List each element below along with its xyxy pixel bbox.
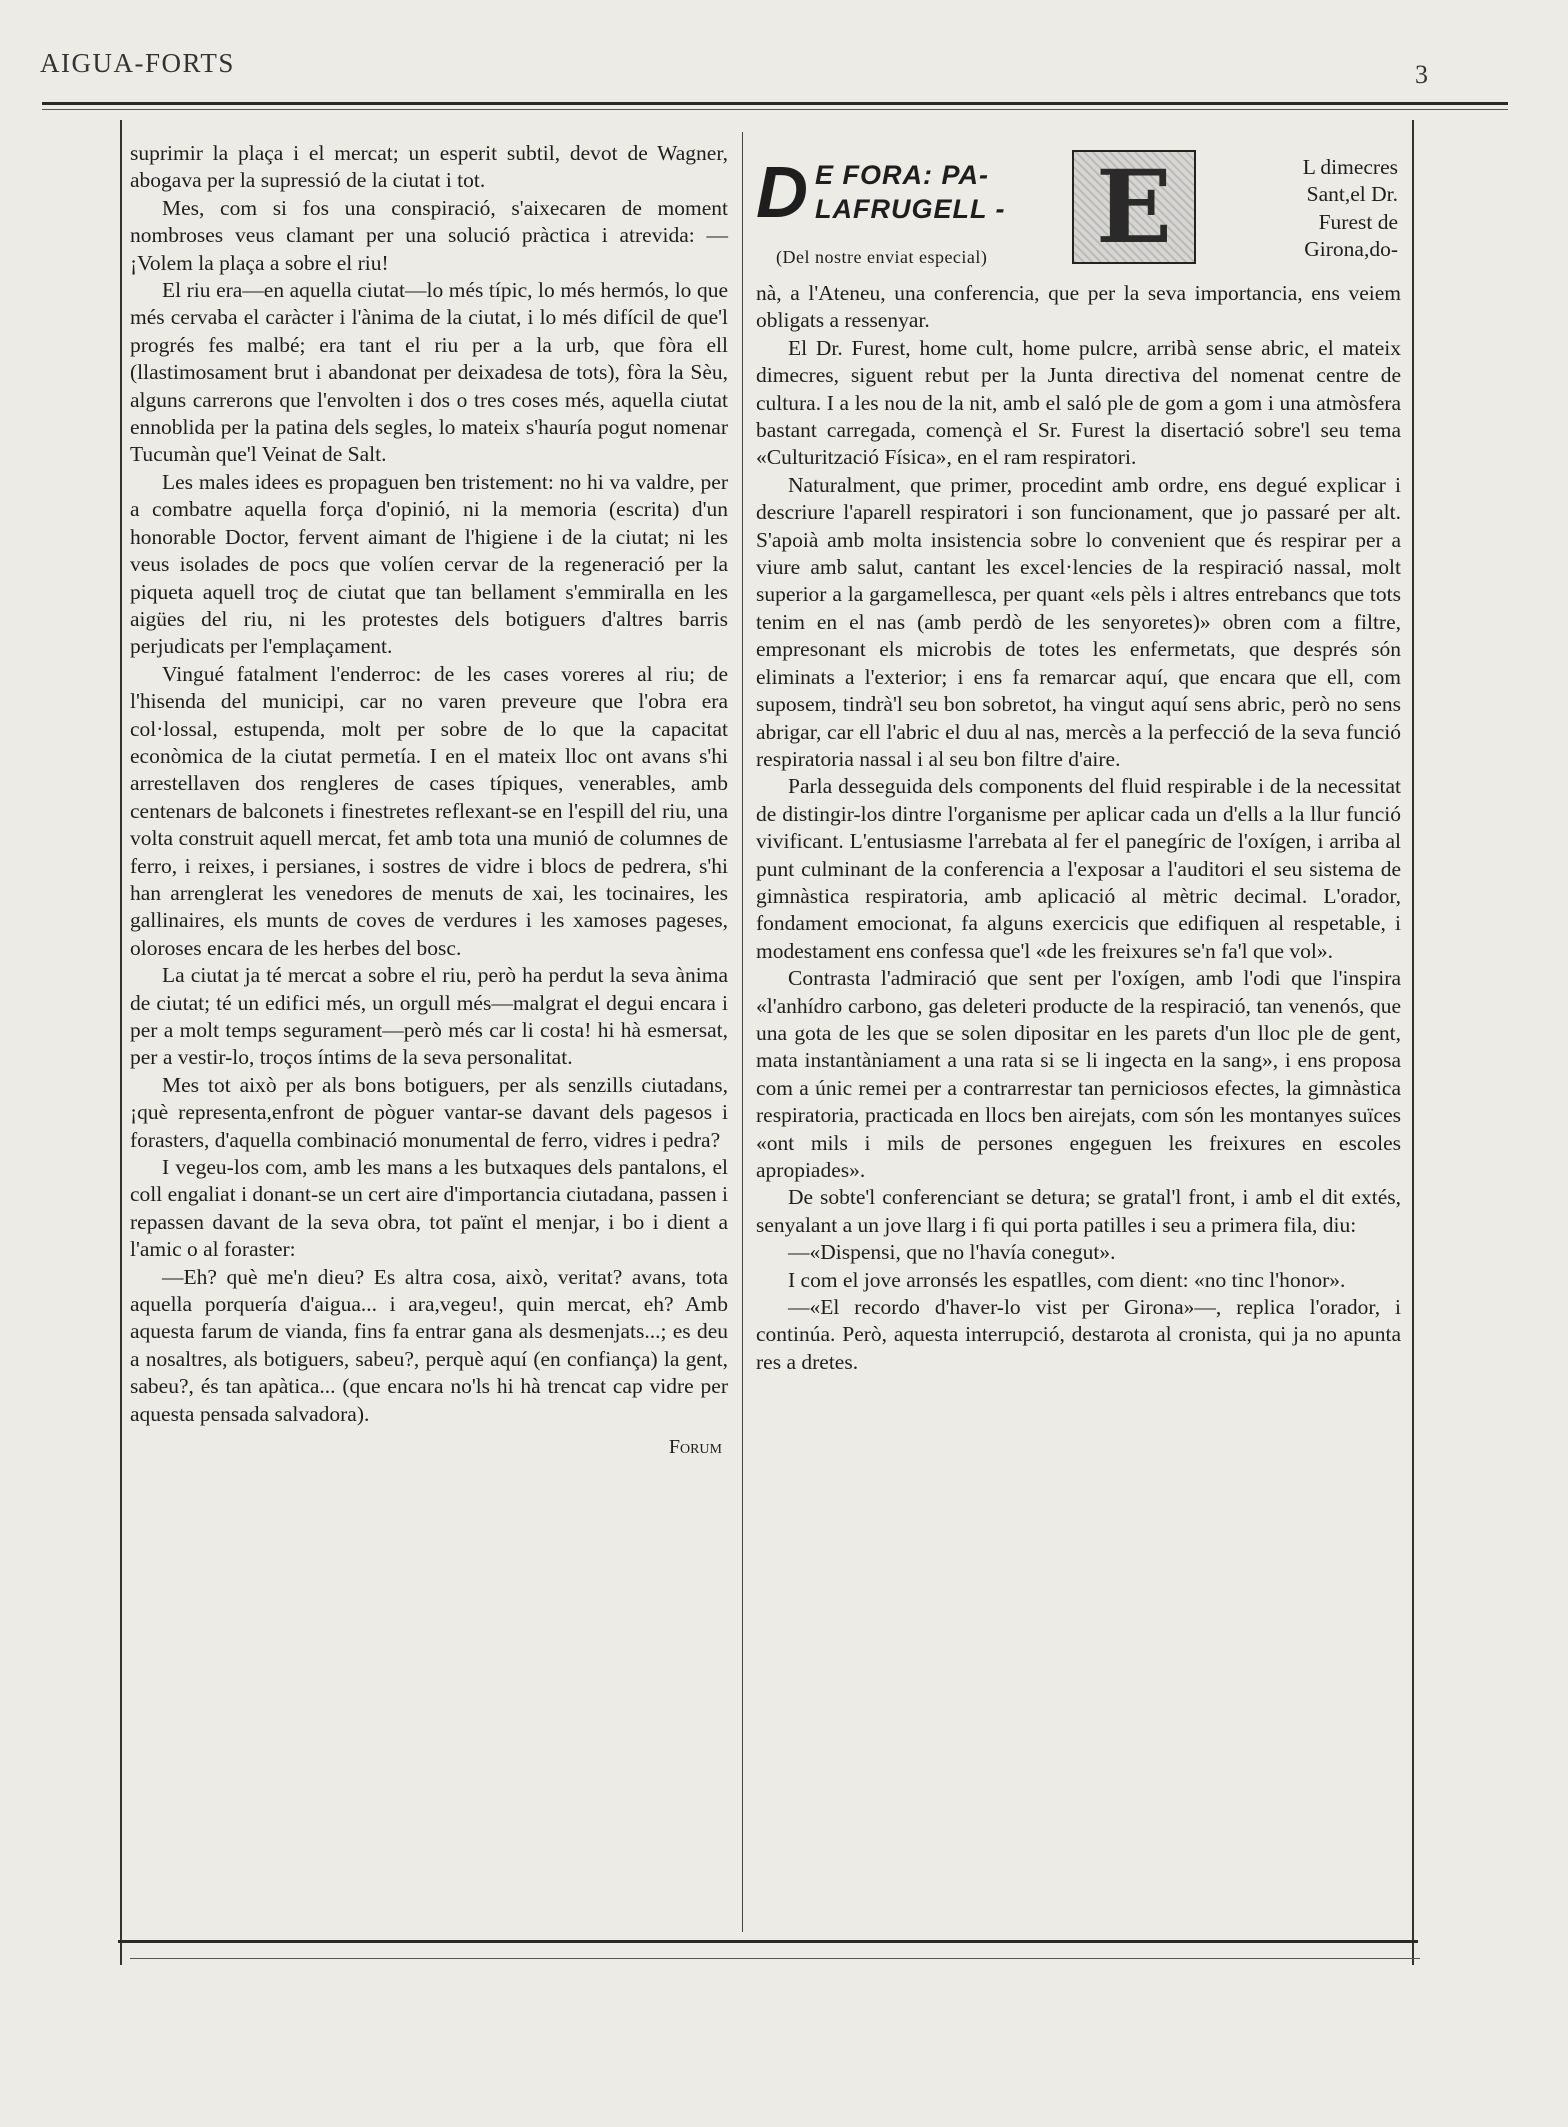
paragraph: El Dr. Furest, home cult, home pulcre, arribà sense abric, el mateix dimecres, siguent rebut per la Junta directiva del nomenat centre de cultura. I a les nou de la nit, amb el saló ple de gom a gom i una atmòsfera bastant carregada, començà el Sr. Furest la disertació sobre'l seu tema «Culturització Física», en el ram respiratori. [756, 335, 1401, 470]
paragraph: suprimir la plaça i el mercat; un esperit subtil, devot de Wagner, abogava per la supressió de la ciutat i tot. [130, 141, 728, 193]
paragraph: nà, a l'Ateneu, una conferencia, que per la seva importancia, ens veiem obligats a ressenyar. [756, 281, 1401, 333]
paragraph: De sobte'l conferenciant se detura; se gratal'l front, i amb el dit extés, senyalant a un jove llarg i fi qui porta patilles i seu a primera fila, diu: [756, 1185, 1401, 1237]
bottom-rule-thin [130, 1958, 1420, 1959]
paragraph: Vingué fatalment l'enderroc: de les cases voreres al riu; de l'hisenda del municipi, car no varen preveure que l'obra era col·lossal, estupenda, molt per sobre de lo que la capacitat econòmica de la ciutat permetía. I en el mateix lloc ont avans s'hi arrestellaven dos rengleres de cases típiques, venerables, amb centenars de balconets i finestretes reflexant-se en l'espill del riu, una volta construit aquell mercat, fet amb tota una munió de columnes de ferro, i reixes, i persianes, i sostres de vidre i blocs de pedrera, s'hi han arrenglerat les venedores de menuts de xai, les tocinaires, les gallinaires, els munts de coves de verdures i les xamoses pageses, oloroses encara de les herbes del bosc. [130, 661, 728, 960]
paragraph: Naturalment, que primer, procedint amb ordre, ens degué explicar i descriure l'aparell respiratori i son funcionament, que jo passaré per alt. S'apoià amb molta insistencia sobre lo convenient que és respirar per a viure amb salut, cantant les excel·lencies de la respiració nassal, molt superior a la gargamellesca, per quant «els pèls i altres entrebancs que tots tenim en el nas (amb perdò de les senyoretes)» obren com a filtre, empresonant els microbis de totes les enfermetats, que després són eliminats a l'exterior; i ens fa remarcar aquí, que encara que ell, com suposem, tindrà'l seu bon sobretot, ha vingut aquí sens abric, però no sens abrigar, car ell l'abric el duu al nas, mercès a la perfecció de la seva funció respiratoria nassal i al seu bon filtre d'aire. [756, 472, 1401, 771]
headline [756, 153, 1056, 233]
left-column [130, 140, 728, 1462]
paragraph: I com el jove arronsés les espatlles, com dient: «no tinc l'honor». [788, 1267, 1346, 1292]
bottom-rule [118, 1940, 1418, 1943]
headline-line: E FORA: PA- [815, 160, 989, 190]
signature: Forum [668, 1436, 722, 1459]
paragraph: El riu era—en aquella ciutat—lo més típic, lo més hermós, lo que més cervaba el caràcter i l'ànima de la ciutat, i lo més difícil de que'l progrés fes malbé; era tant el riu per a la urb, que fòra ell (llastimosament brut i abandonat per deixadesa de tots), fòra la Sèu, alguns carrerons que l'envolten i dos o tres coses més, aquella ciutat ennoblida per la patina dels segles, lo mateix s'hauría pogut nomenar Tucumàn que'l Veinat de Salt. [130, 278, 728, 467]
paragraph: Contrasta l'admiració que sent per l'oxígen, amb l'odi que l'inspira «l'anhídro carbono, gas deleteri producte de la respiració, tan venenós, que una gota de les que se solen dipositar en les parets d'un lloc ple de gent, mata instantàniament a una rata si se li ingecta en la sang», i ens proposa com a únic remei per a contrarrestar tan perniciosos efectes, la gimnàstica respiratoria, practicada en llocs ben airejats, com són les montanyes suïces «ont mils i mils de persones engeguen les freixures en escoles apropiades». [756, 966, 1401, 1182]
paragraph: —«Dispensi, que no l'havía conegut». [788, 1240, 1116, 1265]
article-heading [756, 140, 1401, 280]
page-number: 3 [1415, 60, 1428, 89]
drop-cap-line: Sant,el Dr. [1306, 182, 1398, 207]
running-title: AIGUA-FORTS [40, 48, 235, 78]
drop-cap-letter: E [1095, 148, 1173, 266]
paragraph: Parla desseguida dels components del fluid respirable i de la necessitat de distingir-los dintre l'organisme per aplicar cada un d'ells a la llur funció vivificant. L'entusiasme l'arrebata al fer el panegíric de l'oxígen, i arriba al punt culminant de la conferencia a l'exposar a l'auditori el seu sistema de gimnàstica respiratoria, amb aplicació al mètric decimal. L'orador, fondament emocionat, fa alguns exercicis que edifiquen al respetable, i modestament ens confessa que'l «de les freixures se'n fa'l que vol». [756, 774, 1401, 963]
paragraph: Les males idees es propaguen ben tristement: no hi va valdre, per a combatre aquella força d'opinió, ni la memoria (escrita) d'un honorable Doctor, fervent aimant de l'higiene i de la ciutat; ni les veus isolades de pocs que volíen cervar de la regeneració per la piqueta aquell troç de ciutat que tan bellament s'emmiralla en les aigües del riu, ni les protestes dels botiguers d'altres barris perjudicats per l'emplaçament. [130, 469, 728, 659]
paragraph: La ciutat ja té mercat a sobre el riu, però ha perdut la seva ànima de ciutat; té un edifici més, un orgull més—malgrat el degui encara i per a molt temps segurament—però més car li costa! hi hà esmersat, per a vestir-lo, troços íntims de la seva personalitat. [130, 963, 728, 1070]
drop-cap-line: L dimecres [1302, 155, 1398, 179]
paragraph: Mes tot això per als bons botiguers, per als senzills ciutadans, ¡què representa,enfront de pòguer vantar-se davant dels pagesos i forasters, d'aquella combinació monumental de ferro, vidres i pedra? [130, 1072, 728, 1152]
drop-cap-line: Girona,do- [1304, 237, 1398, 262]
headline-line: LAFRUGELL - [815, 194, 1006, 224]
paragraph: —«El recordo d'haver-lo vist per Girona»—, replica l'orador, i continúa. Però, aquesta interrupció, destarota al cronista, qui ja no apunta res a dretes. [756, 1295, 1401, 1374]
subheadline: (Del nostre enviat especial) [776, 247, 988, 267]
right-column [756, 140, 1401, 1376]
drop-cap-line: Furest de [1318, 209, 1398, 234]
headline-initial: D [756, 153, 809, 233]
paragraph: I vegeu-los com, amb les mans a les butxaques dels pantalons, el coll engaliat i donant-se un cert aire d'importancia ciutadana, passen i repassen davant de la seva obra, tot païnt el menjar, i bo i dient a l'amic o al foraster: [130, 1155, 728, 1262]
paragraph: —Eh? què me'n dieu? Es altra cosa, això, veritat? avans, tota aquella porquería d'aigua... i ara,vegeu!, quin mercat, eh? Amb aquesta farum de vianda, fins fa entrar gana als desmenjats...; es deu a nosaltres, als botiguers, sabeu?, perquè aquí (en confiança) la gent, sabeu?, és tan apàtica... (que encara no'ls hi hà trencat cap vidre per aquesta pensada salvadora). [130, 1264, 728, 1426]
drop-cap-ornament [1072, 150, 1196, 264]
drop-cap-text [1202, 154, 1398, 264]
paragraph: Mes, com si fos una conspiració, s'aixecaren de moment nombroses veus clamant per una solució pràctica i atrevida: —¡Volem la plaça a sobre el riu! [130, 195, 728, 275]
column-divider [742, 132, 743, 1932]
top-rule [42, 102, 1508, 110]
